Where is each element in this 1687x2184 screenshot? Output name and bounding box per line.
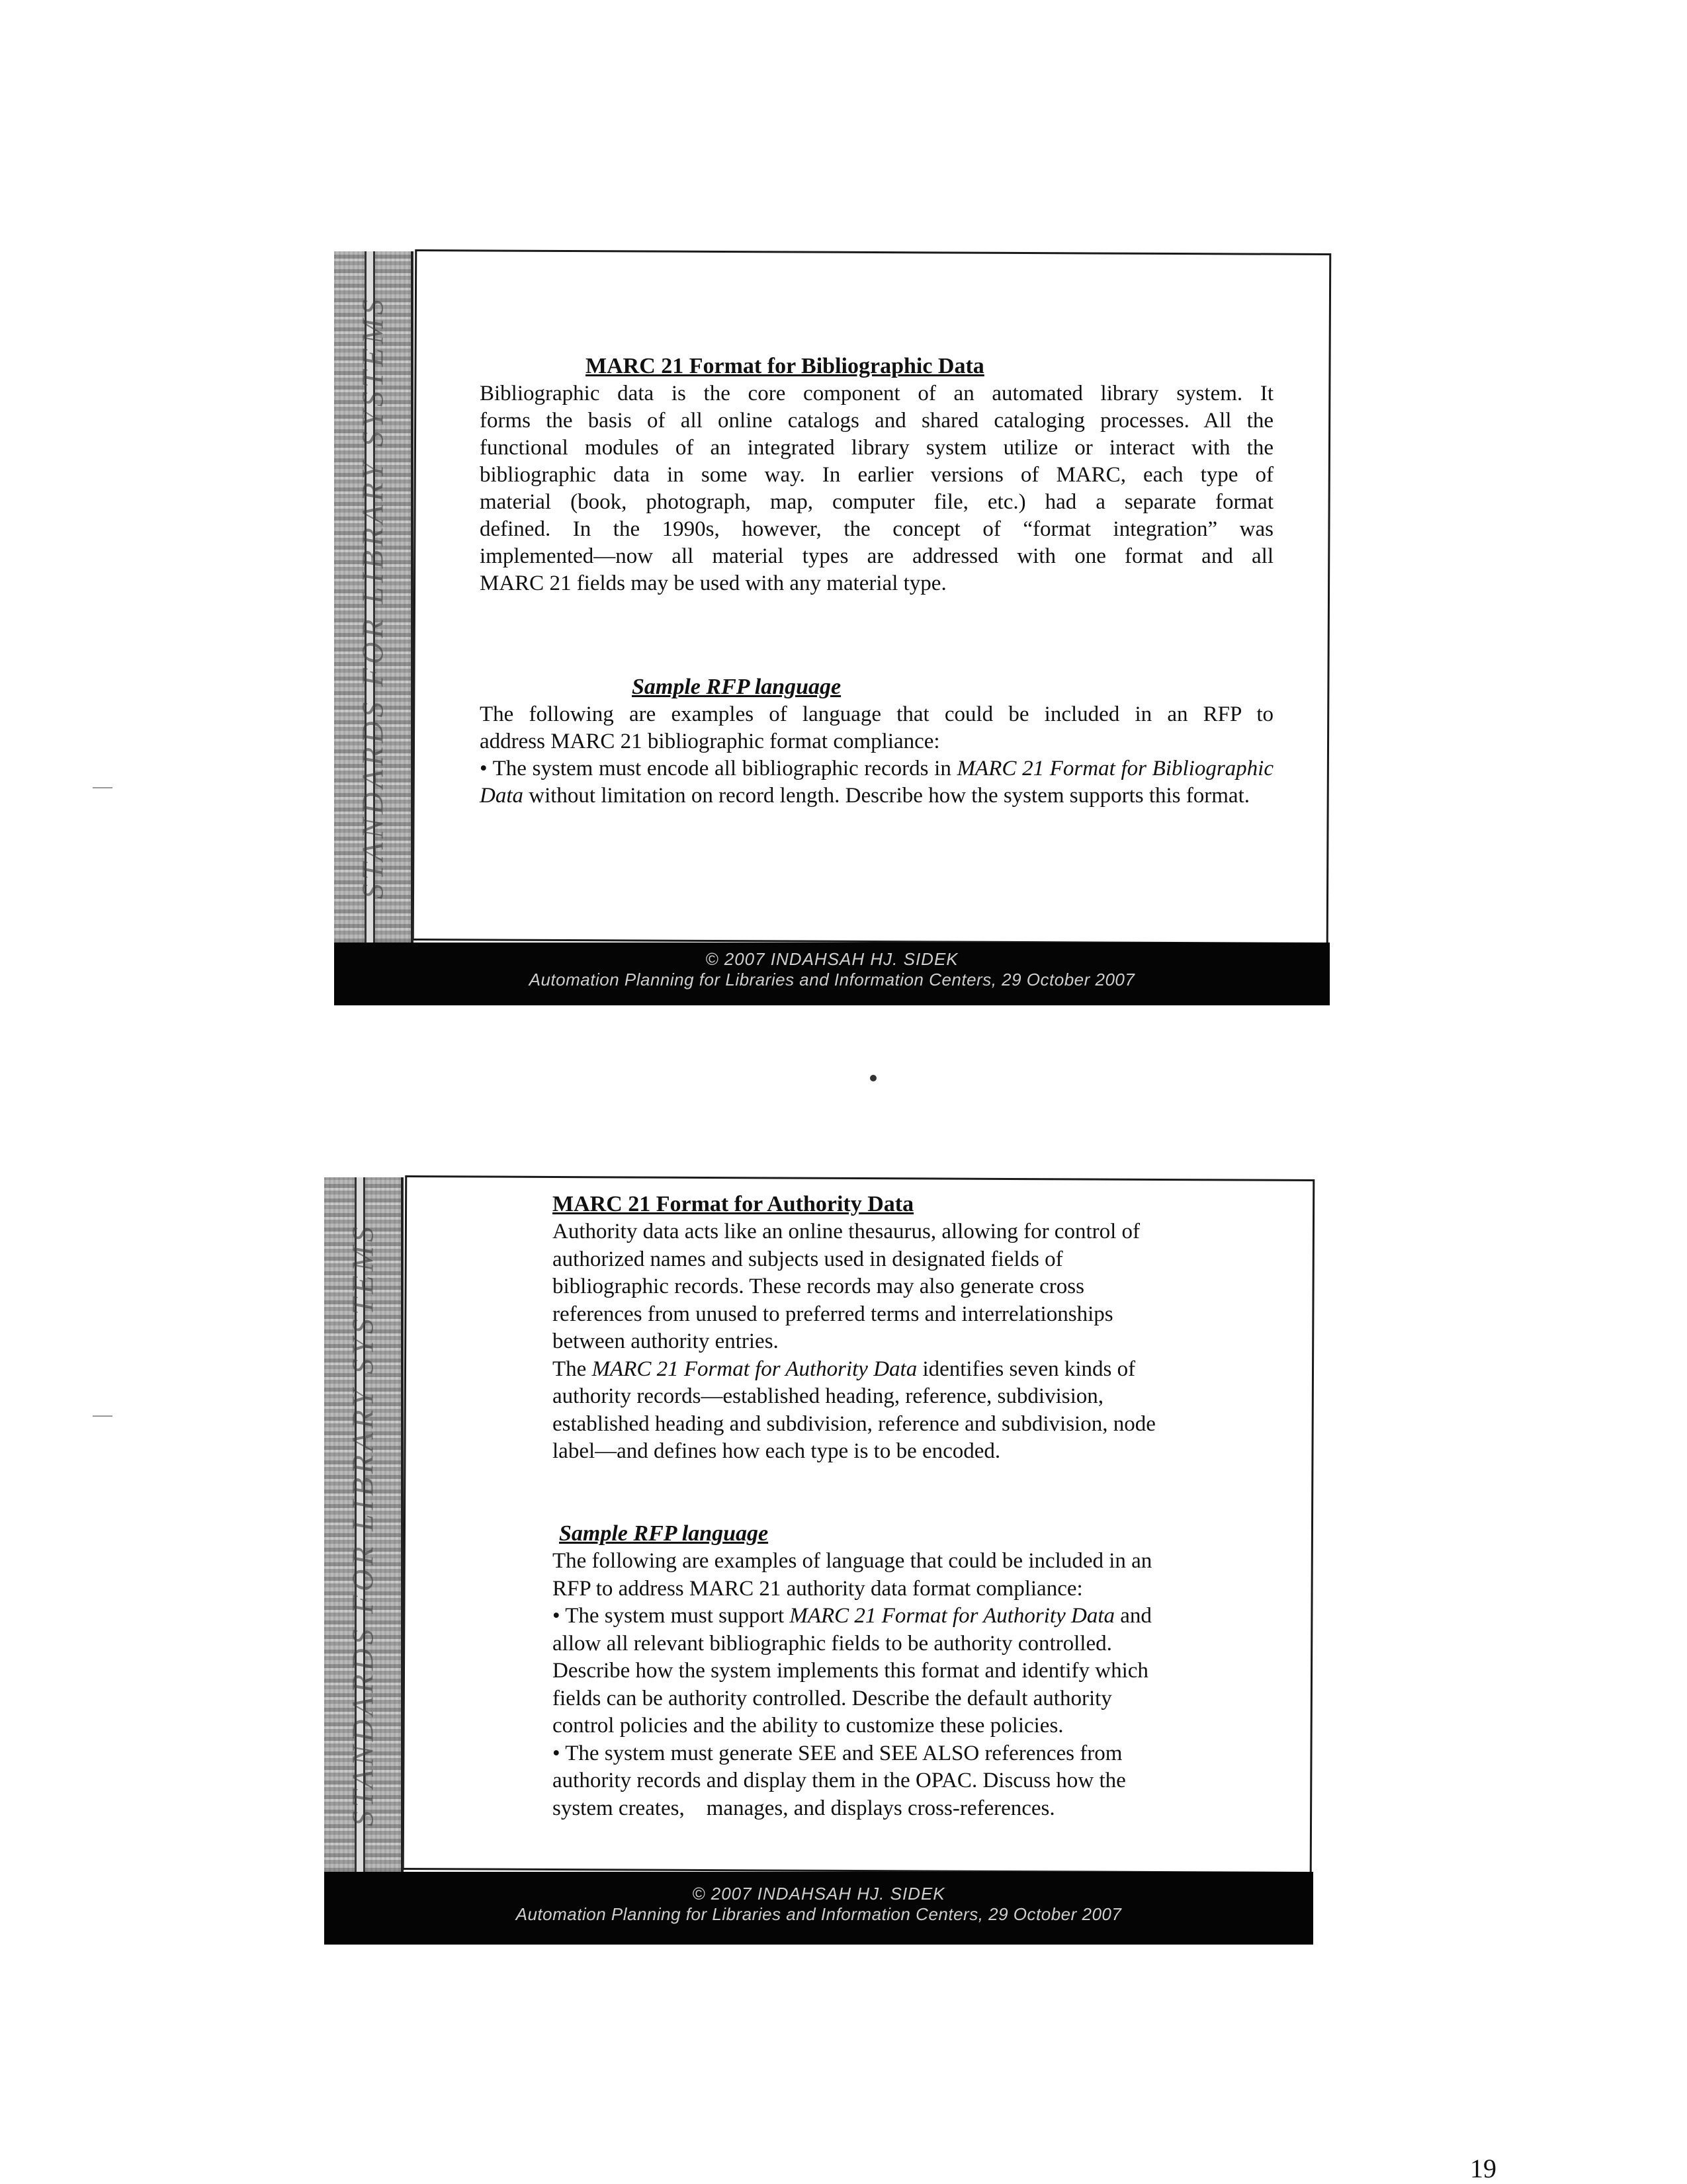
slide-subtitle: Sample RFP language [632, 675, 842, 699]
text-line: MARC 21 fields may be used with any material type. [480, 571, 947, 595]
rfp-paragraph [480, 701, 1274, 810]
text-line: between authority entries. [552, 1329, 779, 1353]
intro-paragraph [480, 380, 1274, 597]
text-line: Describe how the system implements this format and identify which [552, 1659, 1148, 1683]
authority-paragraph [552, 1218, 1247, 1466]
text-line: control policies and the ability to customize these policies. [552, 1714, 1064, 1738]
text-line: allow all relevant bibliographic fields to be authority controlled. [552, 1631, 1112, 1656]
text-line: defined. In the 1990s, however, the concept of “format integration” was [480, 517, 1274, 541]
text-line: The following are examples of language that could be included in an [552, 1549, 1152, 1573]
page-number: 19 [1470, 2154, 1496, 2183]
footer-copyright: © 2007 INDAHSAH HJ. SIDEK [692, 1884, 945, 1904]
text-line: RFP to address MARC 21 authority data format compliance: [552, 1576, 1083, 1601]
text-line: implemented—now all material types are addressed with one format and all [480, 544, 1274, 568]
side-label: STANDARDS FOR LIBRARY SYSTEMS [355, 295, 390, 899]
slide-bibliographic [334, 251, 1330, 1005]
text-line: bibliographic data in some way. In earlier versions of MARC, each type of [480, 463, 1274, 487]
slide-subtitle: Sample RFP language [559, 1521, 769, 1546]
text-line: authorized names and subjects used in designated fields of [552, 1247, 1063, 1271]
text-line: material (book, photograph, map, computer file, etc.) had a separate format [480, 490, 1274, 514]
side-strip [334, 251, 413, 943]
text-line: authority records and display them in the OPAC. Discuss how the [552, 1769, 1126, 1792]
text-line: Bibliographic data is the core component of an automated library system. It [480, 382, 1274, 405]
text-line: The following are examples of language that could be included in an RFP to [480, 702, 1274, 726]
slide-footer [324, 1872, 1313, 1945]
bullet-item: • The system must encode all bibliographic records in MARC 21 Format for Bibliographic Data without limitation on record length. Describe how the system supports this format. [480, 757, 1274, 808]
text-line: Authority data acts like an online thesaurus, allowing for control of [552, 1220, 1141, 1243]
scan-mark [93, 787, 112, 788]
text-line: references from unused to preferred terms and interrelationships [552, 1302, 1113, 1326]
side-label: STANDARDS FOR LIBRARY SYSTEMS [345, 1222, 380, 1827]
text-line: forms the basis of all online catalogs and shared cataloging processes. All the [480, 409, 1274, 433]
text-line: system creates, manages, and displays cross-references. [552, 1796, 1055, 1820]
text-line: address MARC 21 bibliographic format compliance: [480, 730, 940, 753]
bullet-item: • The system must support MARC 21 Format for Authority Data and [552, 1604, 1152, 1628]
side-strip [324, 1177, 404, 1872]
slide-footer [334, 943, 1330, 1005]
rfp-paragraph [552, 1548, 1254, 1822]
bullet-item: • The system must generate SEE and SEE ALSO references from [552, 1741, 1123, 1765]
text-line: The MARC 21 Format for Authority Data identifies seven kinds of [552, 1357, 1136, 1381]
slide-title: MARC 21 Format for Bibliographic Data [585, 354, 984, 378]
slide-title: MARC 21 Format for Authority Data [552, 1192, 914, 1216]
text-line: authority records—established heading, reference, subdivision, [552, 1384, 1103, 1408]
bullet-mark [870, 1075, 877, 1081]
text-line: label—and defines how each type is to be encoded. [552, 1439, 1001, 1463]
text-line: functional modules of an integrated library system utilize or interact with the [480, 436, 1274, 460]
text-line: established heading and subdivision, reference and subdivision, node [552, 1411, 1156, 1436]
footer-event: Automation Planning for Libraries and Information Centers, 29 October 2007 [529, 970, 1135, 989]
scan-mark [93, 1415, 112, 1417]
footer-event: Automation Planning for Libraries and Information Centers, 29 October 2007 [515, 1904, 1122, 1924]
text-line: bibliographic records. These records may also generate cross [552, 1275, 1084, 1298]
footer-copyright: © 2007 INDAHSAH HJ. SIDEK [705, 949, 959, 969]
slide-authority [324, 1177, 1313, 1945]
text-line: fields can be authority controlled. Describe the default authority [552, 1686, 1112, 1710]
